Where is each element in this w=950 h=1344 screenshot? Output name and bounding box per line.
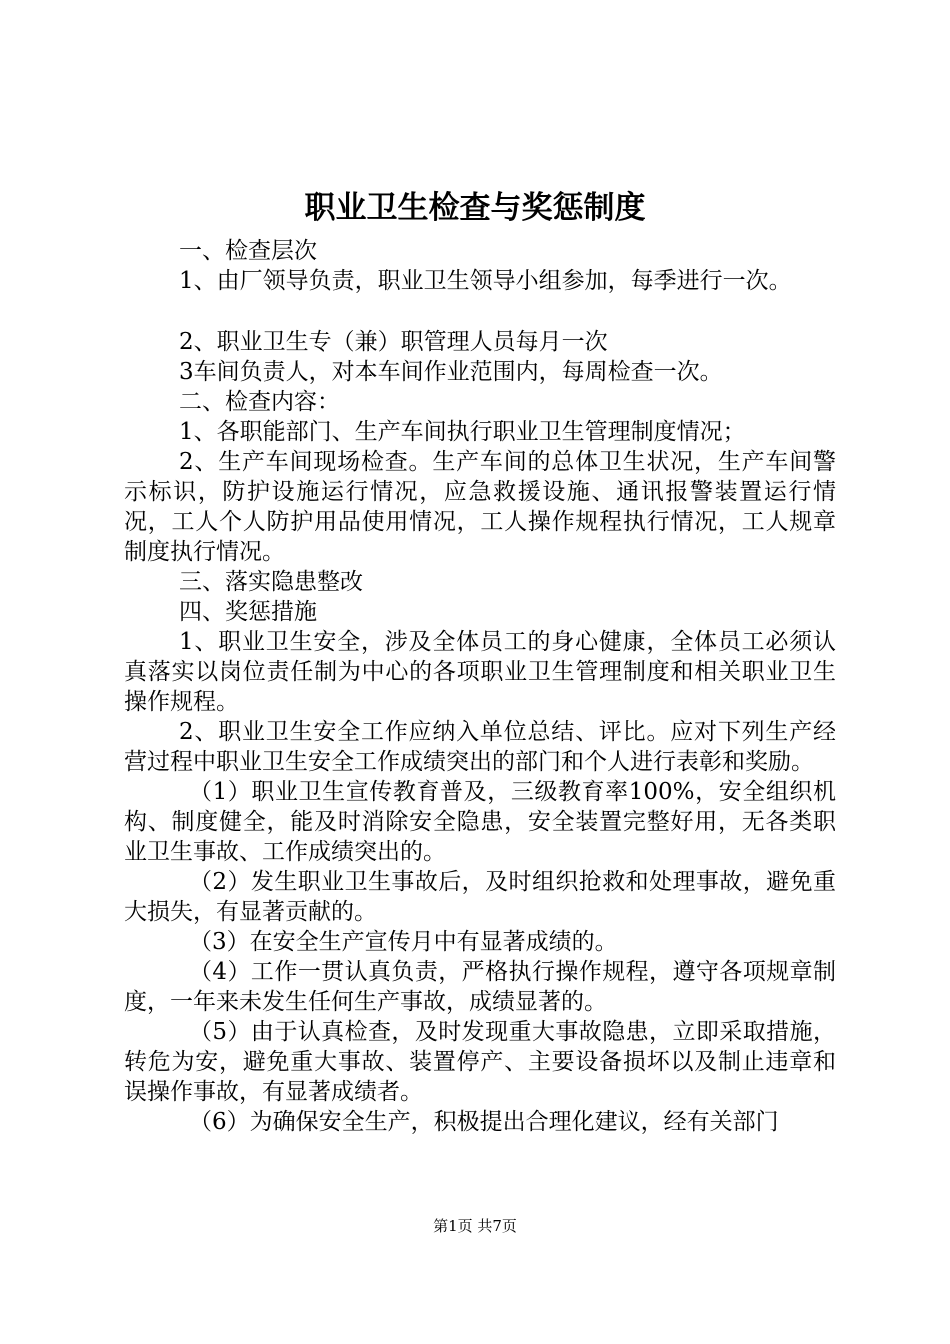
blank-line: [124, 296, 836, 327]
list-item: （1）职业卫生宣传教育普及，三级教育率100%，安全组织机构、制度健全，能及时消除安全隐患，安全装置完整好用，无各类职业卫生事故、工作成绩突出的。: [124, 779, 836, 865]
paragraph: 1、各职能部门、生产车间执行职业卫生管理制度情况；: [179, 419, 746, 445]
paragraph: 2、职业卫生专（兼）职管理人员每月一次: [179, 329, 608, 355]
section-heading-2: 二、检查内容：: [179, 389, 340, 415]
paragraph: 2、职业卫生安全工作应纳入单位总结、评比。应对下列生产经营过程中职业卫生安全工作成绩突出的部门和个人进行表彰和奖励。: [124, 719, 836, 775]
paragraph: 3车间负责人，对本车间作业范围内，每周检查一次。: [179, 359, 723, 385]
document-title: 职业卫生检查与奖惩制度: [304, 190, 646, 226]
list-item: （2）发生职业卫生事故后，及时组织抢救和处理事故，避免重大损失，有显著贡献的。: [124, 869, 836, 925]
paragraph: 1、职业卫生安全，涉及全体员工的身心健康，全体员工必须认真落实以岗位责任制为中心的各项职业卫生管理制度和相关职业卫生操作规程。: [124, 629, 836, 715]
page-footer: 第1页 共7页: [433, 1217, 517, 1235]
list-item: （3）在安全生产宣传月中有显著成绩的。: [189, 929, 618, 955]
list-item: （4）工作一贯认真负责，严格执行操作规程，遵守各项规章制度，一年来未发生任何生产事故，成绩显著的。: [124, 959, 836, 1015]
section-heading-1: 一、检查层次: [179, 238, 317, 264]
document-body: [124, 236, 836, 1137]
list-item: （5）由于认真检查，及时发现重大事故隐患，立即采取措施，转危为安，避免重大事故、装置停产、主要设备损坏以及制止违章和误操作事故，有显著成绩者。: [124, 1019, 836, 1105]
section-heading-4: 四、奖惩措施: [179, 599, 317, 625]
paragraph: 2、生产车间现场检查。生产车间的总体卫生状况，生产车间警示标识，防护设施运行情况，应急救援设施、通讯报警装置运行情况，工人个人防护用品使用情况，工人操作规程执行情况，工人规章制度执行情况。: [124, 449, 836, 565]
section-heading-3: 三、落实隐患整改: [179, 569, 363, 595]
list-item: （6）为确保安全生产，积极提出合理化建议，经有关部门: [189, 1109, 779, 1135]
paragraph: 1、由厂领导负责，职业卫生领导小组参加，每季进行一次。: [179, 268, 792, 294]
